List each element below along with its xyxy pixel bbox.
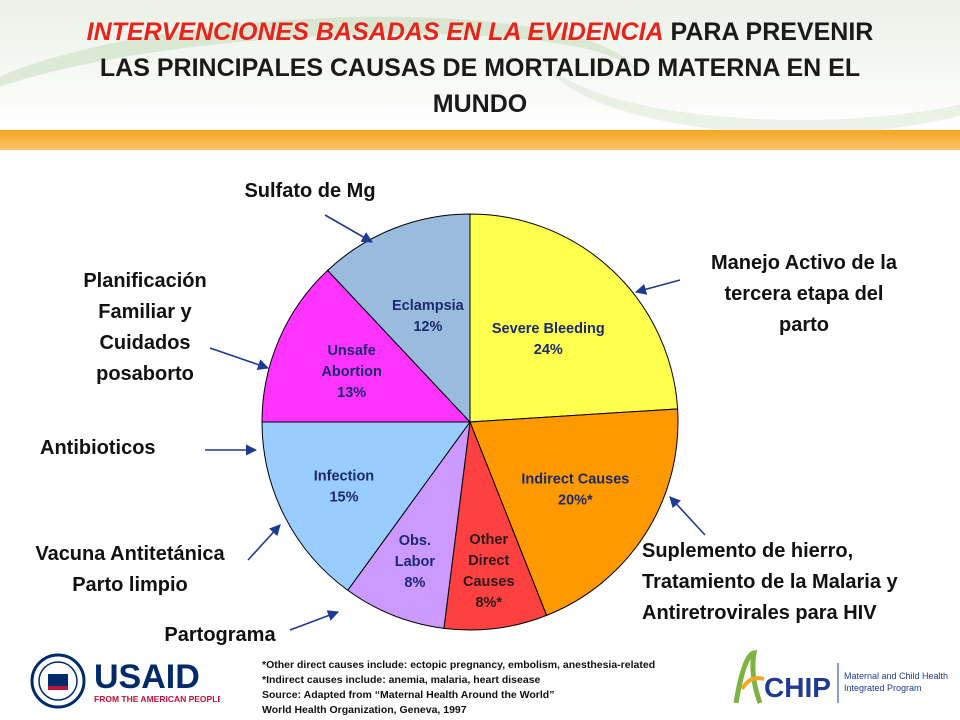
title-part-1: PARA PREVENIR [663,18,874,46]
title-line-3: MUNDO [432,90,528,118]
svg-text:USAID: USAID [94,658,200,696]
arrow-suplemento [670,497,705,535]
footnote-line: Source: Adapted from “Maternal Health Around the World” [262,689,555,701]
pie-label: Obs. Labor 8% [394,533,436,592]
arrow-sulfato [325,215,372,242]
callout-vacuna: Vacuna Antitetánica Parto limpio [35,543,225,596]
callout-partograma: Partograma [164,624,276,646]
arrow-partograma [290,612,338,630]
pie-label: Unsafe Abortion 13% [321,342,382,401]
title-line-2: LAS PRINCIPALES CAUSAS DE MORTALIDAD MATERNA EN EL [99,54,861,82]
footnote-line: World Health Organization, Geneva, 1997 [262,704,467,716]
pie-label: Eclampsia 12% [392,298,464,336]
callout-suplemento: Suplemento de hierro, Tratamiento de la Malaria y Antiretrovirales para HIV [642,540,898,624]
svg-text:CHIP: CHIP [764,672,831,703]
footnotes [262,658,655,718]
pie-slice-severe-bleeding [470,214,678,422]
footnote-line: *Other direct causes include: ectopic pregnancy, embolism, anesthesia-related [262,659,656,671]
callout-sulfato: Sulfato de Mg [244,180,376,202]
title-highlight: INTERVENCIONES BASADAS EN LA EVIDENCIA [86,18,664,46]
pie-label: Infection 15% [313,468,375,506]
svg-text:Maternal and Child Health: Maternal and Child Health [844,671,949,681]
pie-label: Severe Bleeding 24% [491,321,605,359]
callout-manejo: Manejo Activo de la tercera etapa del parto [711,252,897,336]
chip-logo [730,645,955,710]
svg-text:Integrated Program: Integrated Program [844,683,922,693]
pie-label: Indirect Causes 20%* [521,471,630,509]
svg-text:FROM THE AMERICAN PEOPLE: FROM THE AMERICAN PEOPLE [94,694,220,704]
footnote-line: *Indirect causes include: anemia, malaria, heart disease [262,674,541,686]
pie-label: Other Direct Causes 8%* [462,532,515,612]
callout-antibioticos: Antibioticos [40,437,156,459]
usaid-logo [30,650,220,712]
arrow-vacuna [248,525,280,560]
callout-planificacion: Planificación Familiar y Cuidados posaborto [83,270,207,385]
